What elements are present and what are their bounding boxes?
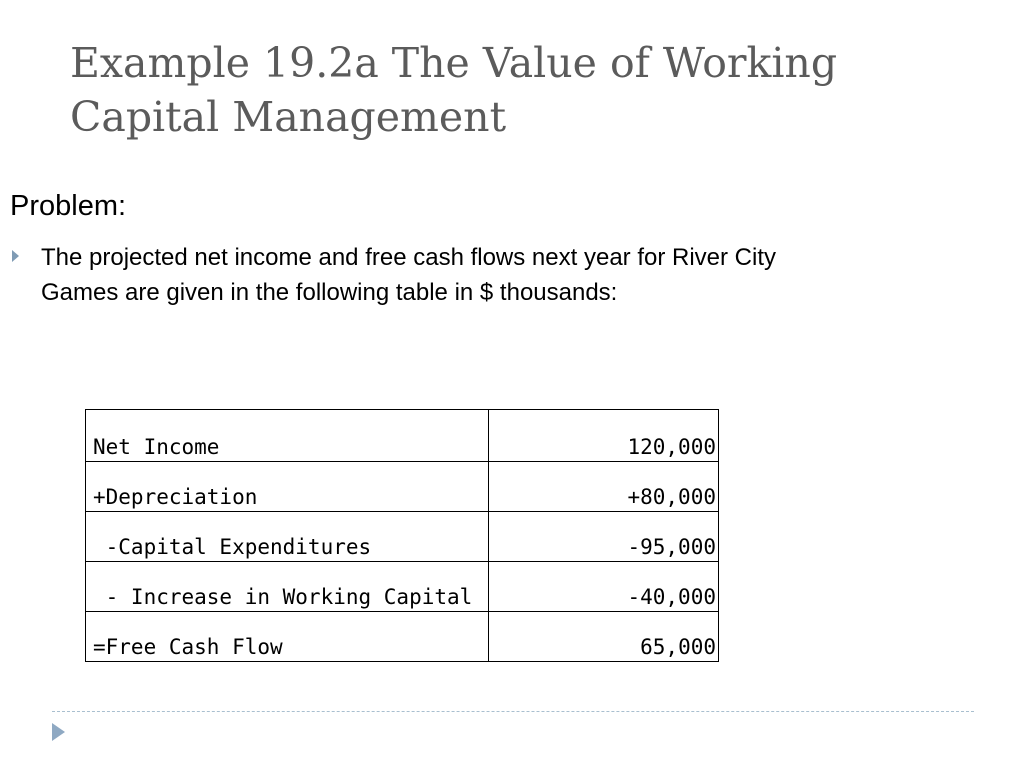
row-value: -95,000 [489,512,719,562]
row-value: 120,000 [489,410,719,462]
row-label: +Depreciation [86,462,489,512]
table-row [86,612,719,662]
table-row [86,462,719,512]
table-row [86,562,719,612]
row-label: Net Income [86,410,489,462]
triangle-bullet-icon [12,250,19,262]
row-label: =Free Cash Flow [86,612,489,662]
footer-divider [52,711,974,712]
row-value: 65,000 [489,612,719,662]
row-value: -40,000 [489,562,719,612]
row-label: - Increase in Working Capital [86,562,489,612]
bullet-item [12,240,892,310]
bullet-text-line-2: Games are given in the following table in $ thousands: [41,279,618,306]
bullet-text-line-1: The projected net income and free cash flows next year for River City [41,244,776,271]
next-slide-arrow-icon[interactable] [52,723,65,741]
bullet-text [41,240,776,310]
slide-title [70,36,970,144]
problem-heading: Problem: [10,190,127,222]
free-cash-flow-table [85,409,719,662]
table-row [86,410,719,462]
slide-title-line-2: Capital Management [70,93,507,141]
row-value: +80,000 [489,462,719,512]
row-label: -Capital Expenditures [86,512,489,562]
slide-title-line-1: Example 19.2a The Value of Working [70,39,838,87]
table-row [86,512,719,562]
